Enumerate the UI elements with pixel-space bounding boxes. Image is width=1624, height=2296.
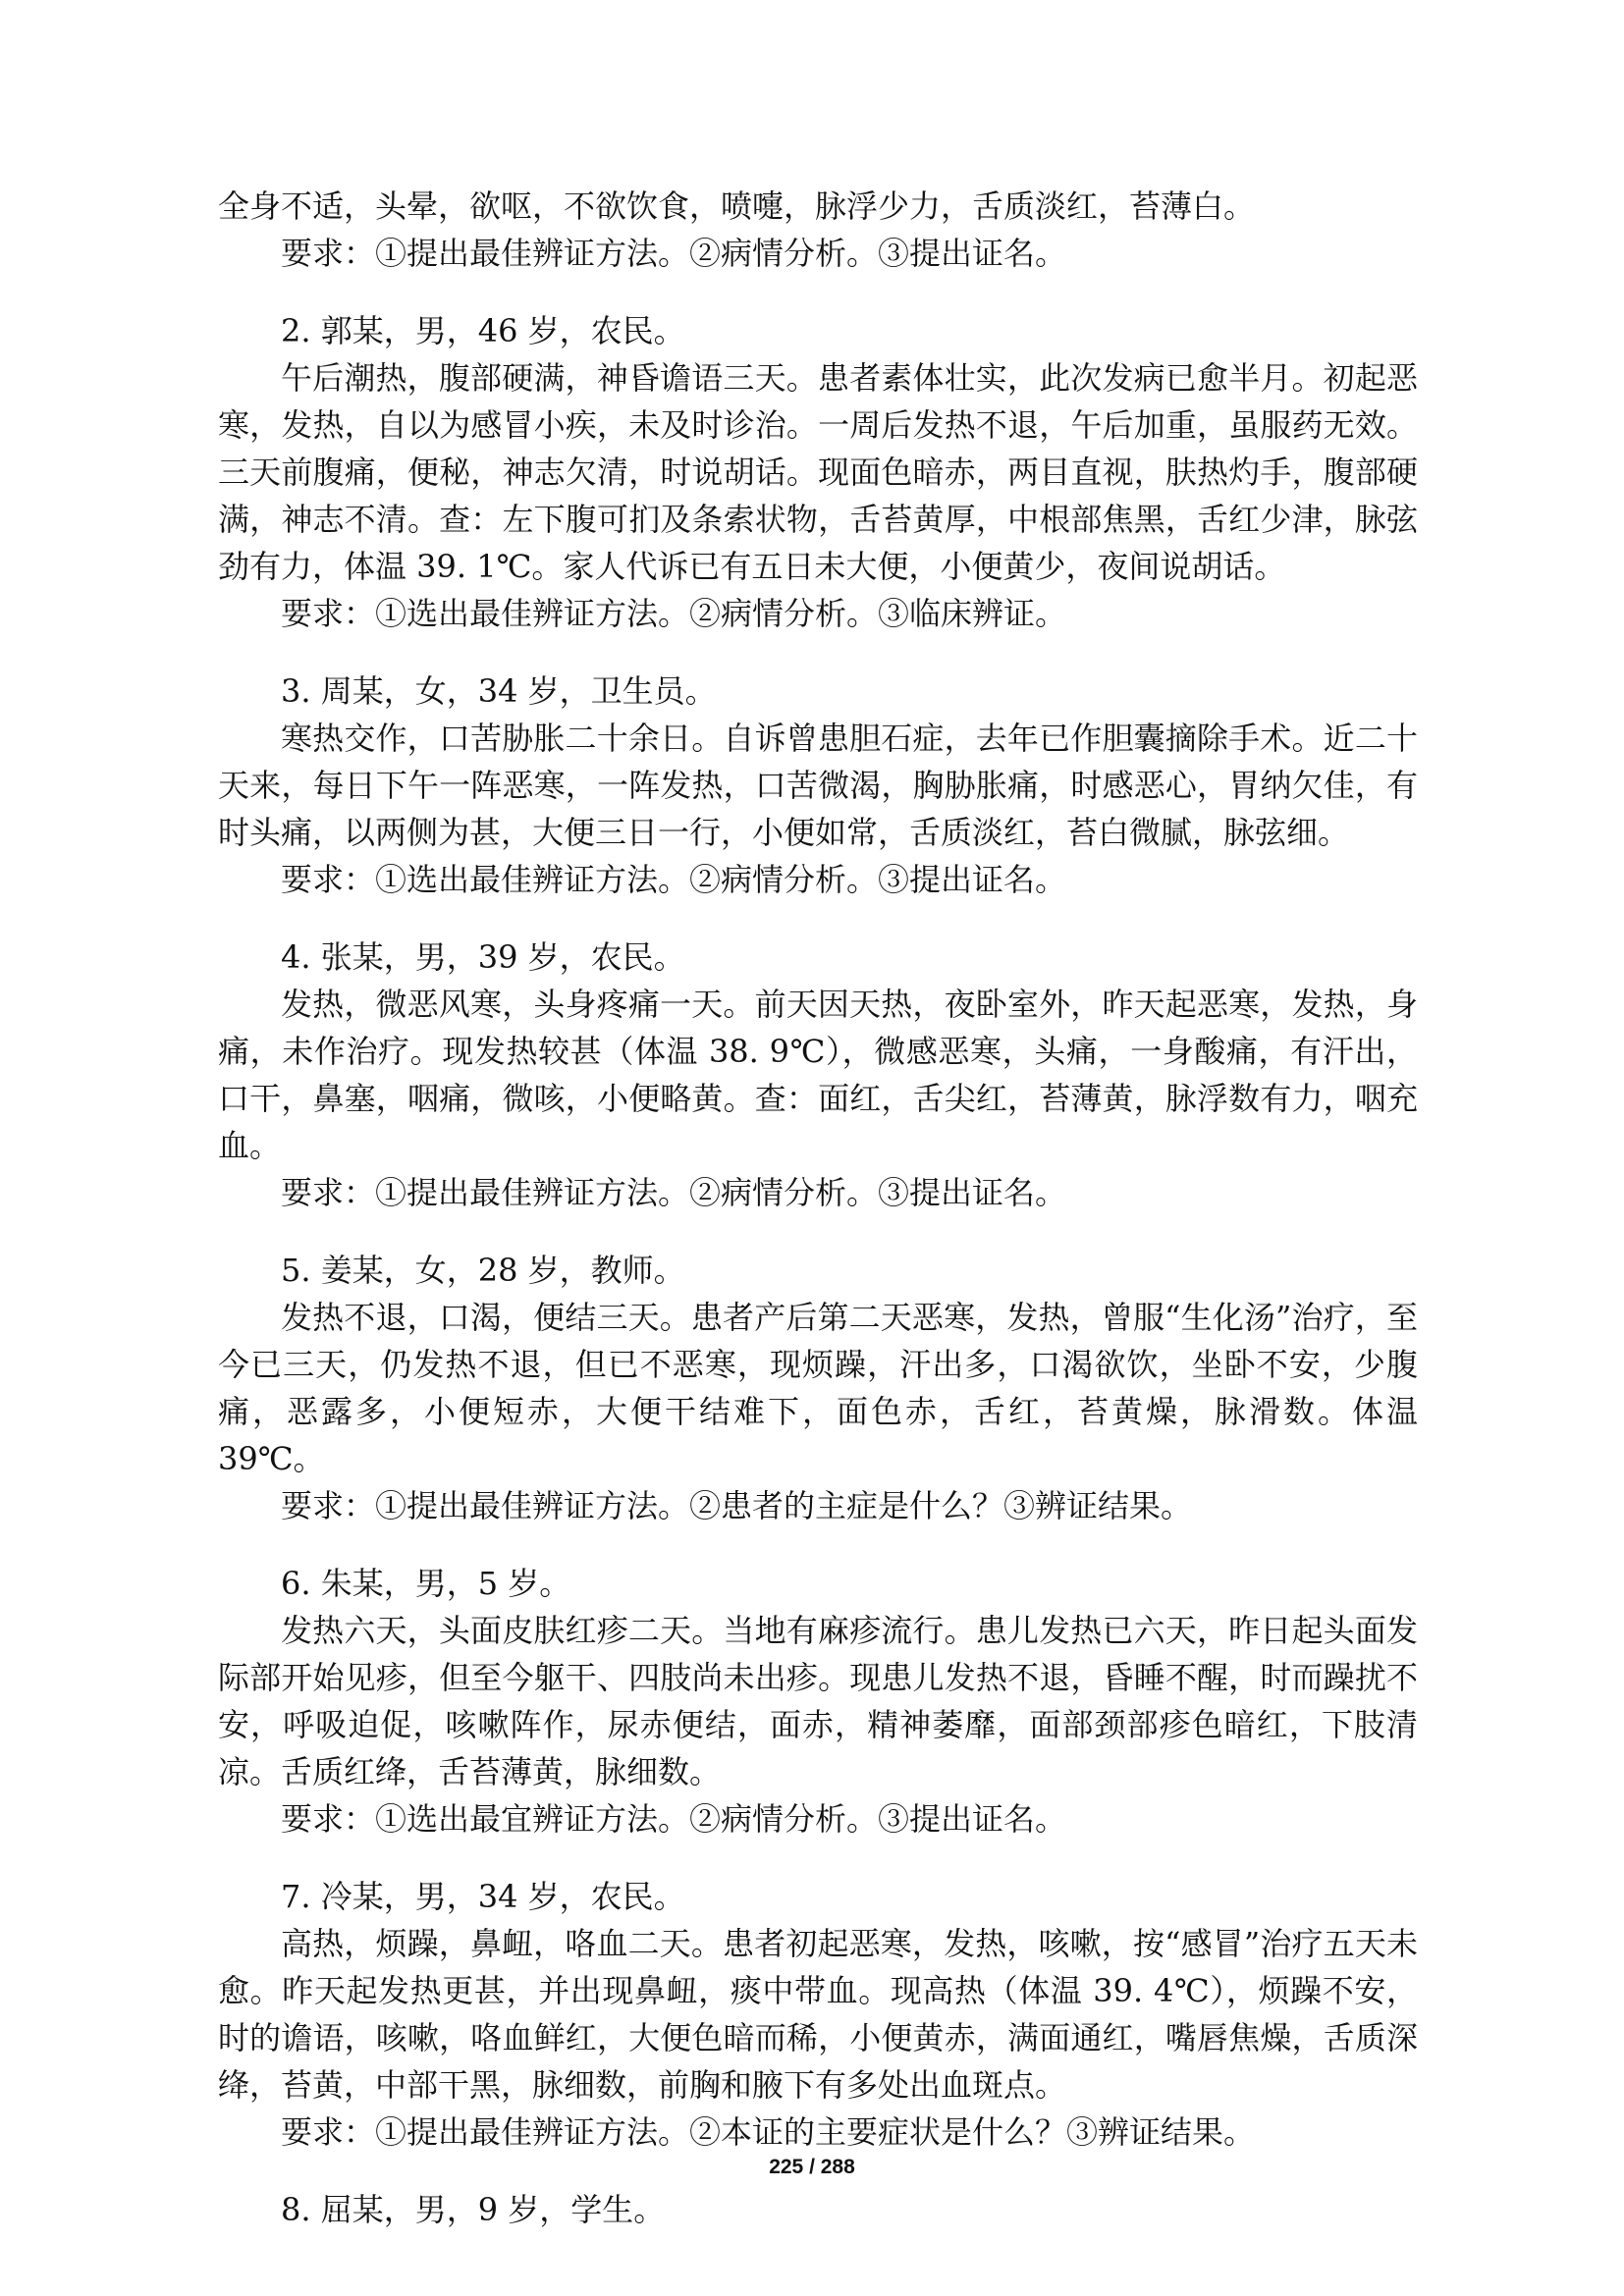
case-requirement: 要求：①选出最佳辨证方法。②病情分析。③临床辨证。 <box>281 595 1067 632</box>
case-2 <box>218 307 1418 637</box>
case-body: 发热不退，口渴，便结三天。患者产后第二天恶寒，发热，曾服“生化汤”治疗，至今已三天，仍发热不退，但已不恶寒，现烦躁，汗出多，口渴欲饮，坐卧不安，少腹痛，恶露多，小便短赤，大便干结难下，面色赤，舌红，苔黄燥，脉滑数。体温 39℃。 <box>218 1299 1418 1477</box>
page-number: 225 / 288 <box>769 2156 855 2178</box>
case-4 <box>218 934 1418 1216</box>
case-requirement: 要求：①提出最佳辨证方法。②病情分析。③提出证名。 <box>281 1174 1067 1211</box>
case-body: 发热六天，头面皮肤红疹二天。当地有麻疹流行。患儿发热已六天，昨日起头面发际部开始见疹，但至今躯干、四肢尚未出疹。现患儿发热不退，昏睡不醒，时而躁扰不安，呼吸迫促，咳嗽阵作，尿赤便结，面赤，精神萎靡，面部颈部疹色暗红，下肢清凉。舌质红绛，舌苔薄黄，脉细数。 <box>218 1612 1418 1790</box>
case-heading: 8. 屈某，男，9 岁，学生。 <box>281 2191 666 2228</box>
case-heading: 4. 张某，男，39 岁，农民。 <box>281 938 685 976</box>
intro-requirement: 要求：①提出最佳辨证方法。②病情分析。③提出证名。 <box>281 235 1067 272</box>
case-5 <box>218 1247 1418 1529</box>
case-6 <box>218 1560 1418 1842</box>
case-body: 午后潮热，腹部硬满，神昏谵语三天。患者素体壮实，此次发病已愈半月。初起恶寒，发热，自以为感冒小疾，未及时诊治。一周后发热不退，午后加重，虽服药无效。三天前腹痛，便秘，神志欠清，时说胡话。现面色暗赤，两目直视，肤热灼手，腹部硬满，神志不清。查：左下腹可扪及条索状物，舌苔黄厚，中根部焦黑，舌红少津，脉弦劲有力，体温 39. 1℃。家人代诉已有五日未大便，小便黄少，夜间说胡话。 <box>218 359 1418 585</box>
case-body: 寒热交作，口苦胁胀二十余日。自诉曾患胆石症，去年已作胆囊摘除手术。近二十天来，每日下午一阵恶寒，一阵发热，口苦微渴，胸胁胀痛，时感恶心，胃纳欠佳，有时头痛，以两侧为甚，大便三日一行，小便如常，舌质淡红，苔白微腻，脉弦细。 <box>218 720 1418 851</box>
case-requirement: 要求：①选出最佳辨证方法。②病情分析。③提出证名。 <box>281 861 1067 898</box>
case-3 <box>218 667 1418 903</box>
case-body: 发热，微恶风寒，头身疼痛一天。前天因天热，夜卧室外，昨天起恶寒，发热，身痛，未作治疗。现发热较甚（体温 38. 9℃），微感恶寒，头痛，一身酸痛，有汗出，口干，鼻塞，咽痛，微咳，小便略黄。查：面红，舌尖红，苔薄黄，脉浮数有力，咽充血。 <box>218 986 1418 1164</box>
intro-text: 全身不适，头晕，欲呕，不欲饮食，喷嚏，脉浮少力，舌质淡红，苔薄白。 <box>218 187 1256 225</box>
case-heading: 2. 郭某，男，46 岁，农民。 <box>281 312 685 349</box>
case-requirement: 要求：①选出最宜辨证方法。②病情分析。③提出证名。 <box>281 1800 1067 1838</box>
case-body: 高热，烦躁，鼻衄，咯血二天。患者初起恶寒，发热，咳嗽，按“感冒”治疗五天未愈。昨天起发热更甚，并出现鼻衄，痰中带血。现高热（体温 39. 4℃），烦躁不安，时的谵语，咳嗽，咯血鲜红，大便色暗而稀，小便黄赤，满面通红，嘴唇焦燥，舌质深绛，苔黄，中部干黑，脉细数，前胸和腋下有多处出血斑点。 <box>218 1925 1418 2104</box>
case-7 <box>218 1873 1418 2156</box>
case-heading: 5. 姜某，女，28 岁，教师。 <box>281 1252 685 1289</box>
case-requirement: 要求：①提出最佳辨证方法。②本证的主要症状是什么？③辨证结果。 <box>281 2113 1256 2151</box>
case-heading: 7. 冷某，男，34 岁，农民。 <box>281 1878 685 1915</box>
document-page <box>218 183 1418 2233</box>
case-heading: 6. 朱某，男，5 岁。 <box>281 1565 571 1602</box>
case-heading: 3. 周某，女，34 岁，卫生员。 <box>281 672 717 710</box>
case-requirement: 要求：①提出最佳辨证方法。②患者的主症是什么？③辨证结果。 <box>281 1487 1193 1524</box>
case-8 <box>218 2186 1418 2233</box>
